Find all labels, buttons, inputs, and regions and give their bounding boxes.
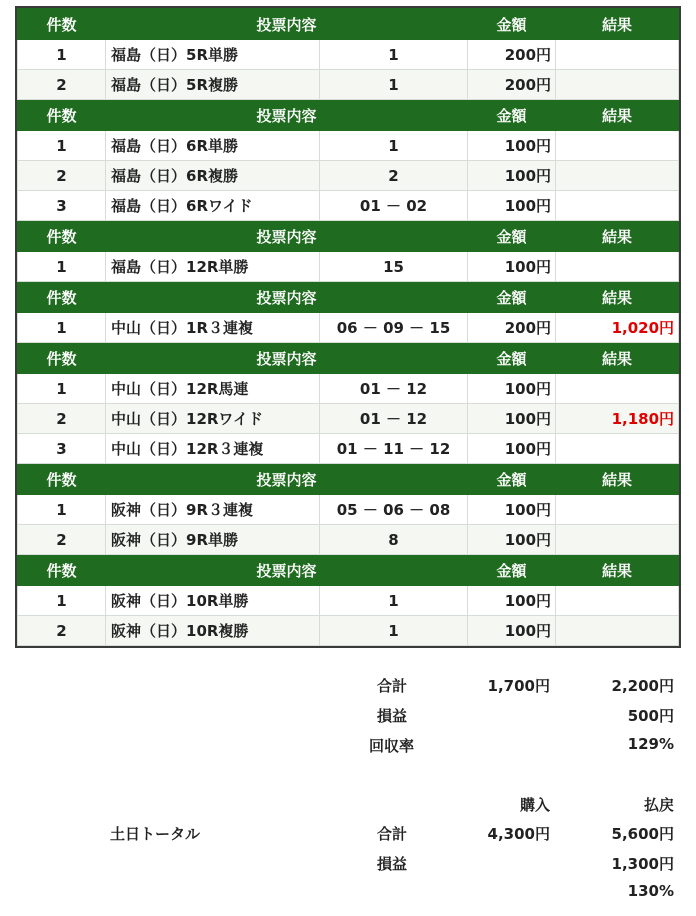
weekend-profit: 1,300円 <box>611 855 674 873</box>
header-count: 件数 <box>18 100 106 131</box>
bet-amount: 100円 <box>468 191 556 221</box>
bet-number: 1 <box>18 131 106 161</box>
bet-row <box>18 70 679 100</box>
bet-selection: 1 <box>320 616 468 646</box>
bet-number: 1 <box>18 495 106 525</box>
bet-result <box>556 495 679 525</box>
group-header-row <box>18 9 679 40</box>
bet-race: 福島（日）5R複勝 <box>106 70 320 100</box>
header-content: 投票内容 <box>106 555 468 586</box>
bet-number: 2 <box>18 70 106 100</box>
header-amount: 金額 <box>468 464 556 495</box>
bet-row <box>18 525 679 555</box>
weekend-col-payout: 払戻 <box>643 796 674 814</box>
bet-row <box>18 374 679 404</box>
bet-result <box>556 586 679 616</box>
summary-profit: 500円 <box>627 707 674 725</box>
bet-amount: 100円 <box>468 404 556 434</box>
header-count: 件数 <box>18 464 106 495</box>
bet-row <box>18 404 679 434</box>
header-amount: 金額 <box>468 9 556 40</box>
bet-number: 2 <box>18 616 106 646</box>
bet-race: 福島（日）6R複勝 <box>106 161 320 191</box>
weekend-total-buy: 4,300円 <box>487 825 550 843</box>
header-count: 件数 <box>18 343 106 374</box>
header-content: 投票内容 <box>106 9 468 40</box>
bets-table <box>17 8 679 646</box>
summary-return-rate: 129% <box>627 735 674 753</box>
header-content: 投票内容 <box>106 282 468 313</box>
header-count: 件数 <box>18 221 106 252</box>
bet-amount: 100円 <box>468 586 556 616</box>
bet-amount: 100円 <box>468 525 556 555</box>
summary-return-label: 回収率 <box>369 737 415 755</box>
bet-number: 1 <box>18 313 106 343</box>
bet-selection: 2 <box>320 161 468 191</box>
bet-race: 福島（日）5R単勝 <box>106 40 320 70</box>
header-result: 結果 <box>556 100 679 131</box>
bet-selection: 01 － 12 <box>320 404 468 434</box>
bet-result: 1,020円 <box>556 313 679 343</box>
bet-amount: 100円 <box>468 374 556 404</box>
bet-result <box>556 252 679 282</box>
bet-race: 福島（日）12R単勝 <box>106 252 320 282</box>
bet-selection: 1 <box>320 586 468 616</box>
bet-race: 阪神（日）10R複勝 <box>106 616 320 646</box>
bet-number: 1 <box>18 40 106 70</box>
bet-selection: 1 <box>320 70 468 100</box>
bet-amount: 200円 <box>468 70 556 100</box>
weekend-total-payout: 5,600円 <box>611 825 674 843</box>
bet-race: 阪神（日）9R単勝 <box>106 525 320 555</box>
bet-row <box>18 313 679 343</box>
bet-row <box>18 495 679 525</box>
weekend-rate: 130% <box>627 882 674 900</box>
summary-profit-label: 損益 <box>377 707 408 725</box>
group-header-row <box>18 282 679 313</box>
group-header-row <box>18 221 679 252</box>
bet-number: 1 <box>18 586 106 616</box>
bet-result <box>556 131 679 161</box>
bet-selection: 01 － 02 <box>320 191 468 221</box>
bet-number: 1 <box>18 374 106 404</box>
bet-row <box>18 252 679 282</box>
bet-amount: 100円 <box>468 252 556 282</box>
header-content: 投票内容 <box>106 464 468 495</box>
weekend-col-buy: 購入 <box>519 796 550 814</box>
bet-number: 3 <box>18 434 106 464</box>
bet-result <box>556 161 679 191</box>
bet-selection: 15 <box>320 252 468 282</box>
bet-row <box>18 191 679 221</box>
bet-number: 2 <box>18 404 106 434</box>
header-result: 結果 <box>556 9 679 40</box>
bet-row <box>18 40 679 70</box>
header-result: 結果 <box>556 343 679 374</box>
header-content: 投票内容 <box>106 343 468 374</box>
bet-row <box>18 434 679 464</box>
group-header-row <box>18 464 679 495</box>
weekend-profit-label: 損益 <box>377 855 408 873</box>
bet-race: 阪神（日）9R３連複 <box>106 495 320 525</box>
bet-amount: 100円 <box>468 616 556 646</box>
header-amount: 金額 <box>468 282 556 313</box>
bet-row <box>18 586 679 616</box>
header-result: 結果 <box>556 464 679 495</box>
bet-race: 中山（日）12R馬連 <box>106 374 320 404</box>
bet-selection: 01 － 11 － 12 <box>320 434 468 464</box>
bet-result <box>556 434 679 464</box>
header-content: 投票内容 <box>106 100 468 131</box>
group-header-row <box>18 555 679 586</box>
header-result: 結果 <box>556 282 679 313</box>
summary-total-payout: 2,200円 <box>611 677 674 695</box>
bet-result: 1,180円 <box>556 404 679 434</box>
header-amount: 金額 <box>468 555 556 586</box>
bet-result <box>556 616 679 646</box>
bet-selection: 01 － 12 <box>320 374 468 404</box>
bet-race: 福島（日）6R単勝 <box>106 131 320 161</box>
bet-number: 2 <box>18 161 106 191</box>
bet-race: 福島（日）6Rワイド <box>106 191 320 221</box>
bet-selection: 8 <box>320 525 468 555</box>
bet-race: 中山（日）12R３連複 <box>106 434 320 464</box>
header-result: 結果 <box>556 555 679 586</box>
bet-result <box>556 70 679 100</box>
header-content: 投票内容 <box>106 221 468 252</box>
header-count: 件数 <box>18 282 106 313</box>
group-header-row <box>18 100 679 131</box>
bet-row <box>18 131 679 161</box>
bet-number: 2 <box>18 525 106 555</box>
bet-race: 阪神（日）10R単勝 <box>106 586 320 616</box>
bet-selection: 05 － 06 － 08 <box>320 495 468 525</box>
bet-row <box>18 616 679 646</box>
bet-amount: 100円 <box>468 131 556 161</box>
bet-amount: 200円 <box>468 40 556 70</box>
bet-race: 中山（日）12Rワイド <box>106 404 320 434</box>
weekend-title: 土日トータル <box>110 825 201 843</box>
bet-number: 3 <box>18 191 106 221</box>
header-count: 件数 <box>18 555 106 586</box>
bet-result <box>556 525 679 555</box>
bet-race: 中山（日）1R３連複 <box>106 313 320 343</box>
header-result: 結果 <box>556 221 679 252</box>
bet-result <box>556 191 679 221</box>
weekend-total-label: 合計 <box>377 825 408 843</box>
header-amount: 金額 <box>468 221 556 252</box>
header-amount: 金額 <box>468 343 556 374</box>
group-header-row <box>18 343 679 374</box>
summary-total-bet: 1,700円 <box>487 677 550 695</box>
bet-selection: 06 － 09 － 15 <box>320 313 468 343</box>
bet-selection: 1 <box>320 40 468 70</box>
bet-result <box>556 374 679 404</box>
header-amount: 金額 <box>468 100 556 131</box>
bet-amount: 100円 <box>468 161 556 191</box>
bet-amount: 100円 <box>468 495 556 525</box>
bet-row <box>18 161 679 191</box>
bet-amount: 200円 <box>468 313 556 343</box>
header-count: 件数 <box>18 9 106 40</box>
bet-amount: 100円 <box>468 434 556 464</box>
bets-table-body <box>18 9 679 646</box>
bet-number: 1 <box>18 252 106 282</box>
summary-total-label: 合計 <box>377 677 408 695</box>
bet-result <box>556 40 679 70</box>
bet-selection: 1 <box>320 131 468 161</box>
